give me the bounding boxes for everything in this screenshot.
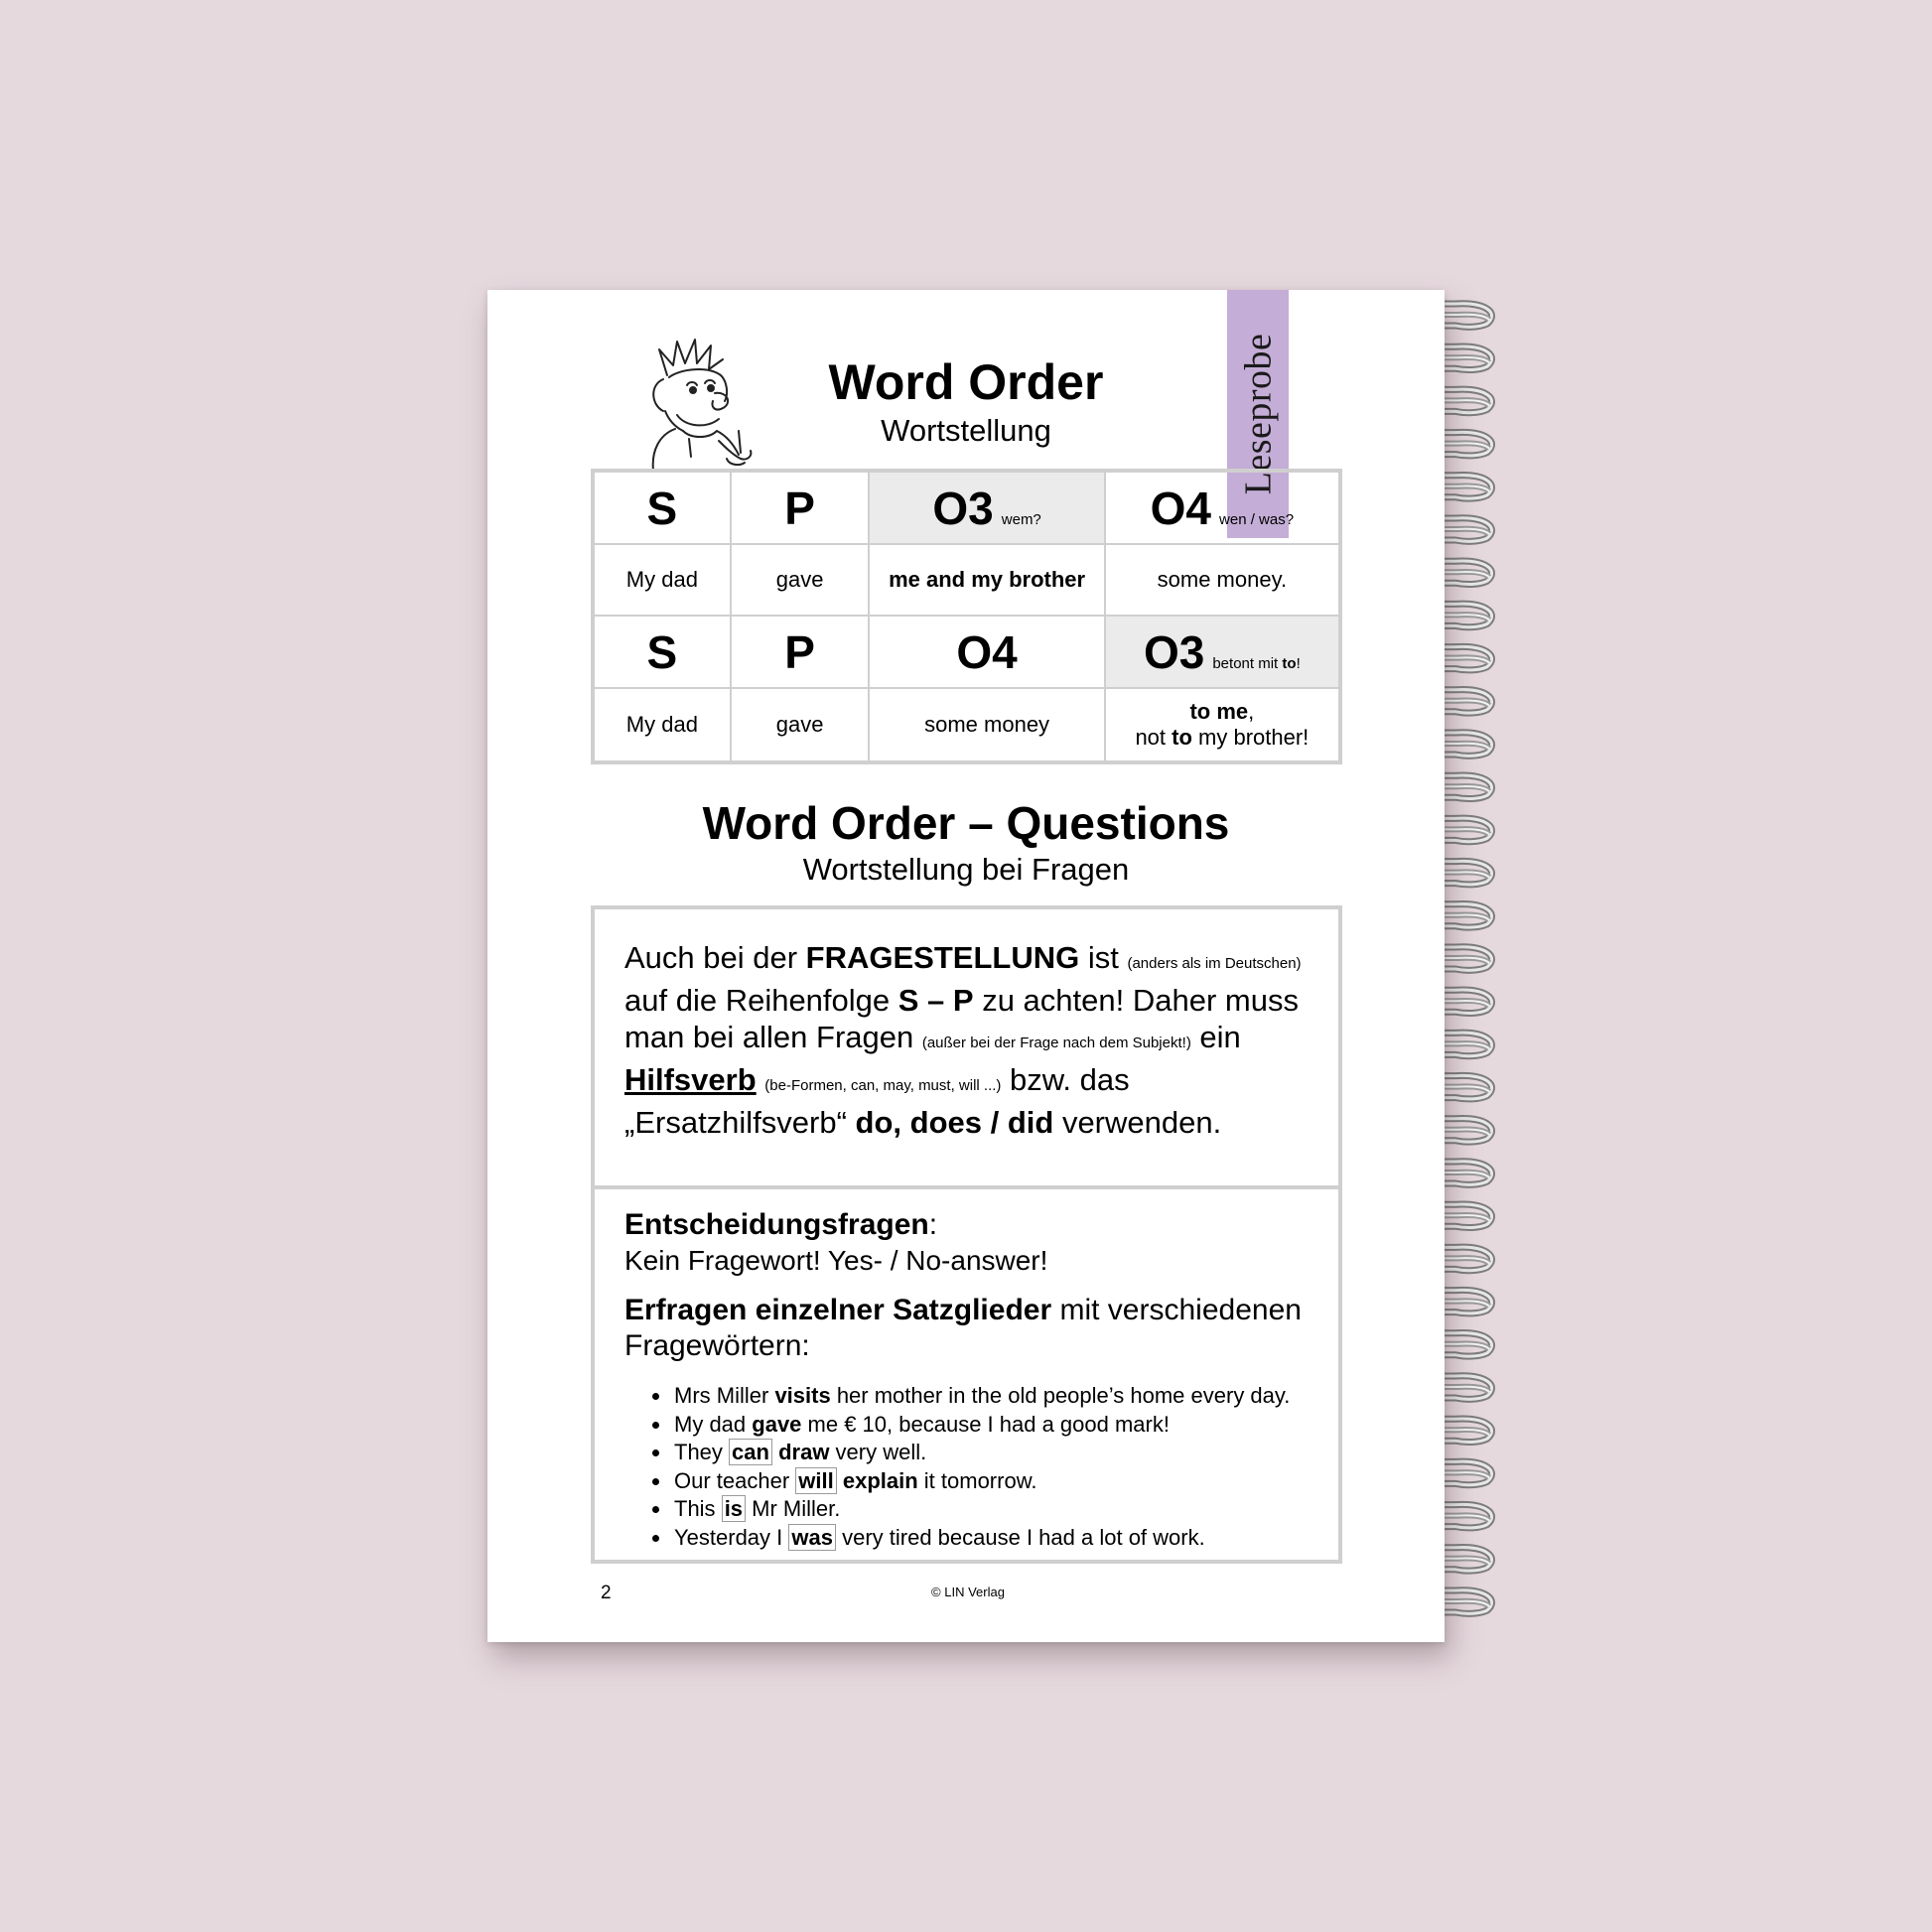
- cell-o3: me and my brother: [869, 544, 1104, 616]
- table-row: [593, 688, 1340, 762]
- list-item: • They can draw very well.: [672, 1439, 1318, 1467]
- section1-subtitle: Wortstellung: [881, 413, 1051, 448]
- section2-subtitle: Wortstellung bei Fragen: [802, 852, 1130, 887]
- cell-o4: some money: [869, 688, 1104, 762]
- cell-predicate: gave: [731, 688, 870, 762]
- intro-paragraph: Auch bei der FRAGESTELLUNG ist (anders als im Deutschen) auf die Reihenfolge S – P zu achten! Daher muss man bei allen Fragen (außer bei der Frage nach dem Subjekt!) ein Hilfsverb (be-Formen, can, may, must, will ...) bzw. das „Ersatzhilfsverb“ do, does / did verwenden.: [595, 909, 1338, 1189]
- table-row: [593, 544, 1340, 616]
- list-item: • Mrs Miller visits her mother in the old people’s home every day.: [672, 1382, 1318, 1411]
- leseprobe-label: Leseprobe: [1237, 333, 1280, 495]
- header-o3-note: betont mit to!: [1212, 654, 1301, 672]
- header-s: S: [593, 616, 731, 688]
- cell-o4: some money.: [1105, 544, 1340, 616]
- header-s: S: [593, 471, 731, 544]
- cell-o3: to me, not to my brother!: [1105, 688, 1340, 762]
- header-o3: [869, 471, 1104, 544]
- copyright: © LIN Verlag: [931, 1585, 1005, 1599]
- list-item: • Yesterday I was very tired because I had a lot of work.: [672, 1524, 1318, 1553]
- cell-predicate: gave: [731, 544, 870, 616]
- list-item: • My dad gave me € 10, because I had a good mark!: [672, 1411, 1318, 1440]
- cell-subject: My dad: [593, 544, 731, 616]
- question-types: [624, 1207, 1318, 1553]
- header-p: P: [731, 616, 870, 688]
- section2-title: Word Order – Questions: [702, 797, 1230, 849]
- table-row: [593, 471, 1340, 544]
- section1-title: Word Order: [828, 354, 1104, 410]
- wh-questions: Erfragen einzelner Satzglieder mit verschiedenen Fragewörtern:: [624, 1294, 1302, 1362]
- list-item: • This is Mr Miller.: [672, 1495, 1318, 1524]
- decision-questions: Entscheidungsfragen: Kein Fragewort! Yes- / No-answer!: [624, 1208, 1048, 1276]
- page-number: 2: [601, 1583, 612, 1603]
- header-o3-label: O3: [1143, 625, 1205, 678]
- header-o3: [1105, 616, 1340, 688]
- example-list: [624, 1382, 1318, 1553]
- hilfsverb-term: Hilfsverb: [624, 1062, 757, 1097]
- header-o4: O4: [869, 616, 1104, 688]
- list-item: • Our teacher will explain it tomorrow.: [672, 1467, 1318, 1496]
- word-order-table: [591, 469, 1342, 764]
- header-o4-label: O4: [1150, 482, 1212, 534]
- header-p: P: [731, 471, 870, 544]
- header-o3-label: O3: [932, 482, 994, 534]
- header-o3-note: wem?: [1001, 510, 1041, 528]
- header-o4: [1105, 471, 1340, 544]
- cell-subject: My dad: [593, 688, 731, 762]
- explanation-box: [591, 905, 1342, 1564]
- header-o4-note: wen / was?: [1219, 510, 1295, 528]
- table-row: [593, 616, 1340, 688]
